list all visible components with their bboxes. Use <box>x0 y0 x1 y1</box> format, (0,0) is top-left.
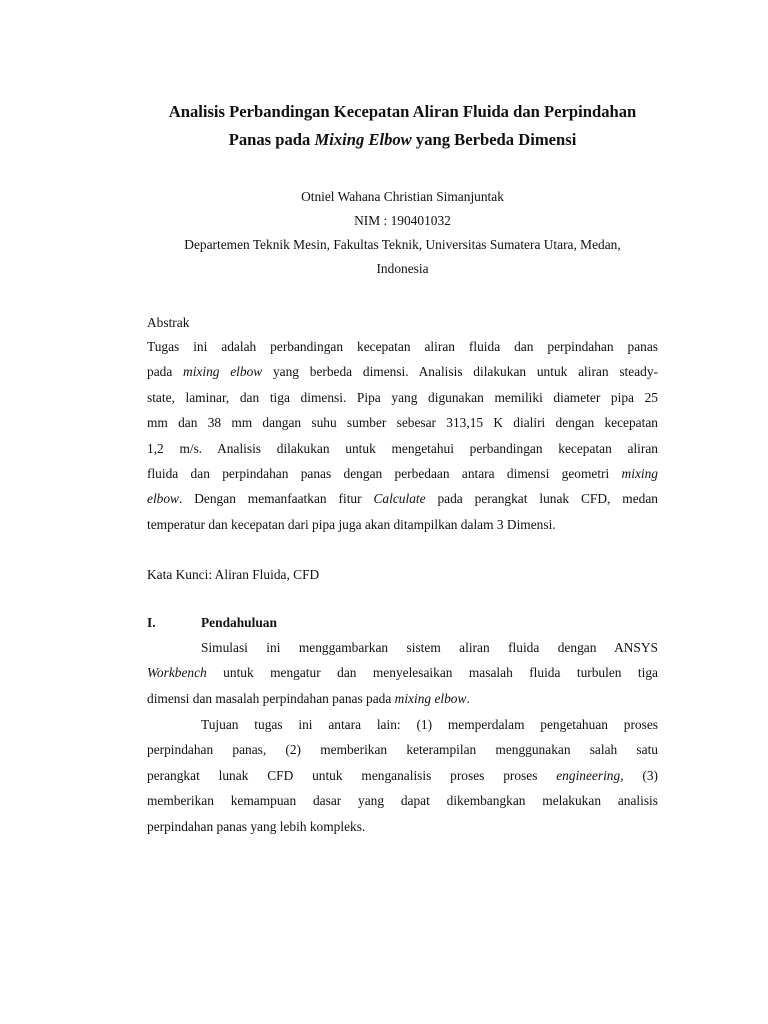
italic-term: mixing <box>621 465 658 481</box>
intro-paragraph-2 <box>147 712 658 839</box>
abstract-line <box>147 359 658 384</box>
italic-term: elbow <box>147 491 179 507</box>
title-line-2 <box>137 126 668 154</box>
text-run: dimensi dan masalah perpindahan panas pada <box>147 690 395 706</box>
author-nim: NIM : 190401032 <box>354 213 451 228</box>
text-run: pada <box>147 364 184 380</box>
paragraph-line: Tujuan tugas ini antara lain: (1) memperdalam pengetahuan proses <box>201 717 658 732</box>
abstract-heading: Abstrak <box>147 315 190 330</box>
section-heading <box>147 611 658 635</box>
italic-term: mixing elbow <box>394 690 467 706</box>
intro-paragraph-1 <box>147 635 658 711</box>
paragraph-line <box>147 660 658 685</box>
title-italic-term: Mixing Elbow <box>314 130 412 149</box>
abstract-line <box>147 486 658 511</box>
author-block <box>147 185 658 281</box>
paragraph-line: perpindahan panas, (2) memberikan keterampilan menggunakan salah satu <box>147 742 658 758</box>
paragraph-line: memberikan kemampuan dasar yang dapat dikembangkan melakukan analisis <box>147 793 658 809</box>
author-name: Otniel Wahana Christian Simanjuntak <box>301 189 504 204</box>
italic-term: Workbench <box>147 665 207 681</box>
italic-term: mixing elbow <box>183 364 263 380</box>
paragraph-line: Simulasi ini menggambarkan sistem aliran fluida dengan ANSYS <box>201 640 658 655</box>
text-run: , (3) <box>620 767 658 783</box>
title-line-2-suffix: yang Berbeda Dimensi <box>411 130 577 149</box>
section-number: I. <box>147 615 156 630</box>
text-run: untuk mengatur dan menyelesaikan masalah fluida turbulen tiga <box>206 665 658 681</box>
text-run: yang berbeda dimensi. Analisis dilakukan untuk aliran steady- <box>262 364 658 380</box>
abstract-line <box>147 461 658 486</box>
paper-title <box>137 98 668 154</box>
abstract-line: 1,2 m/s. Analisis dilakukan untuk mengetahui perbandingan kecepatan aliran <box>147 440 658 456</box>
abstract-body <box>147 334 658 537</box>
abstract-line: temperatur dan kecepatan dari pipa juga akan ditampilkan dalam 3 Dimensi. <box>147 516 556 532</box>
document-page <box>147 0 658 1024</box>
section-title: Pendahuluan <box>201 615 277 630</box>
text-run: pada perangkat lunak CFD, medan <box>425 491 658 507</box>
title-line-2-prefix: Panas pada <box>228 130 315 149</box>
text-run: perangkat lunak CFD untuk menganalisis proses proses <box>147 767 557 783</box>
paragraph-line: perpindahan panas yang lebih kompleks. <box>147 818 366 834</box>
italic-term: engineering <box>556 767 621 783</box>
author-affiliation-line-2: Indonesia <box>376 261 429 276</box>
text-run: . Dengan memanfaatkan fitur <box>179 491 374 507</box>
text-run: fluida dan perpindahan panas dengan perbedaan antara dimensi geometri <box>147 465 622 481</box>
title-line-1: Analisis Perbandingan Kecepatan Aliran Fluida dan Perpindahan <box>168 102 637 121</box>
abstract-line: mm dan 38 mm dangan suhu sumber sebesar 313,15 K dialiri dengan kecepatan <box>147 415 658 431</box>
abstract-line: Tugas ini adalah perbandingan kecepatan aliran fluida dan perpindahan panas <box>147 339 658 354</box>
keywords: Kata Kunci: Aliran Fluida, CFD <box>147 567 320 582</box>
paragraph-line <box>147 763 658 788</box>
paragraph-line <box>147 686 658 711</box>
italic-term: Calculate <box>373 491 426 507</box>
author-affiliation-line-1: Departemen Teknik Mesin, Fakultas Teknik, Universitas Sumatera Utara, Medan, <box>184 237 621 252</box>
abstract-line: state, laminar, dan tiga dimensi. Pipa yang digunakan memiliki diameter pipa 25 <box>147 389 658 405</box>
text-run: . <box>466 690 470 706</box>
